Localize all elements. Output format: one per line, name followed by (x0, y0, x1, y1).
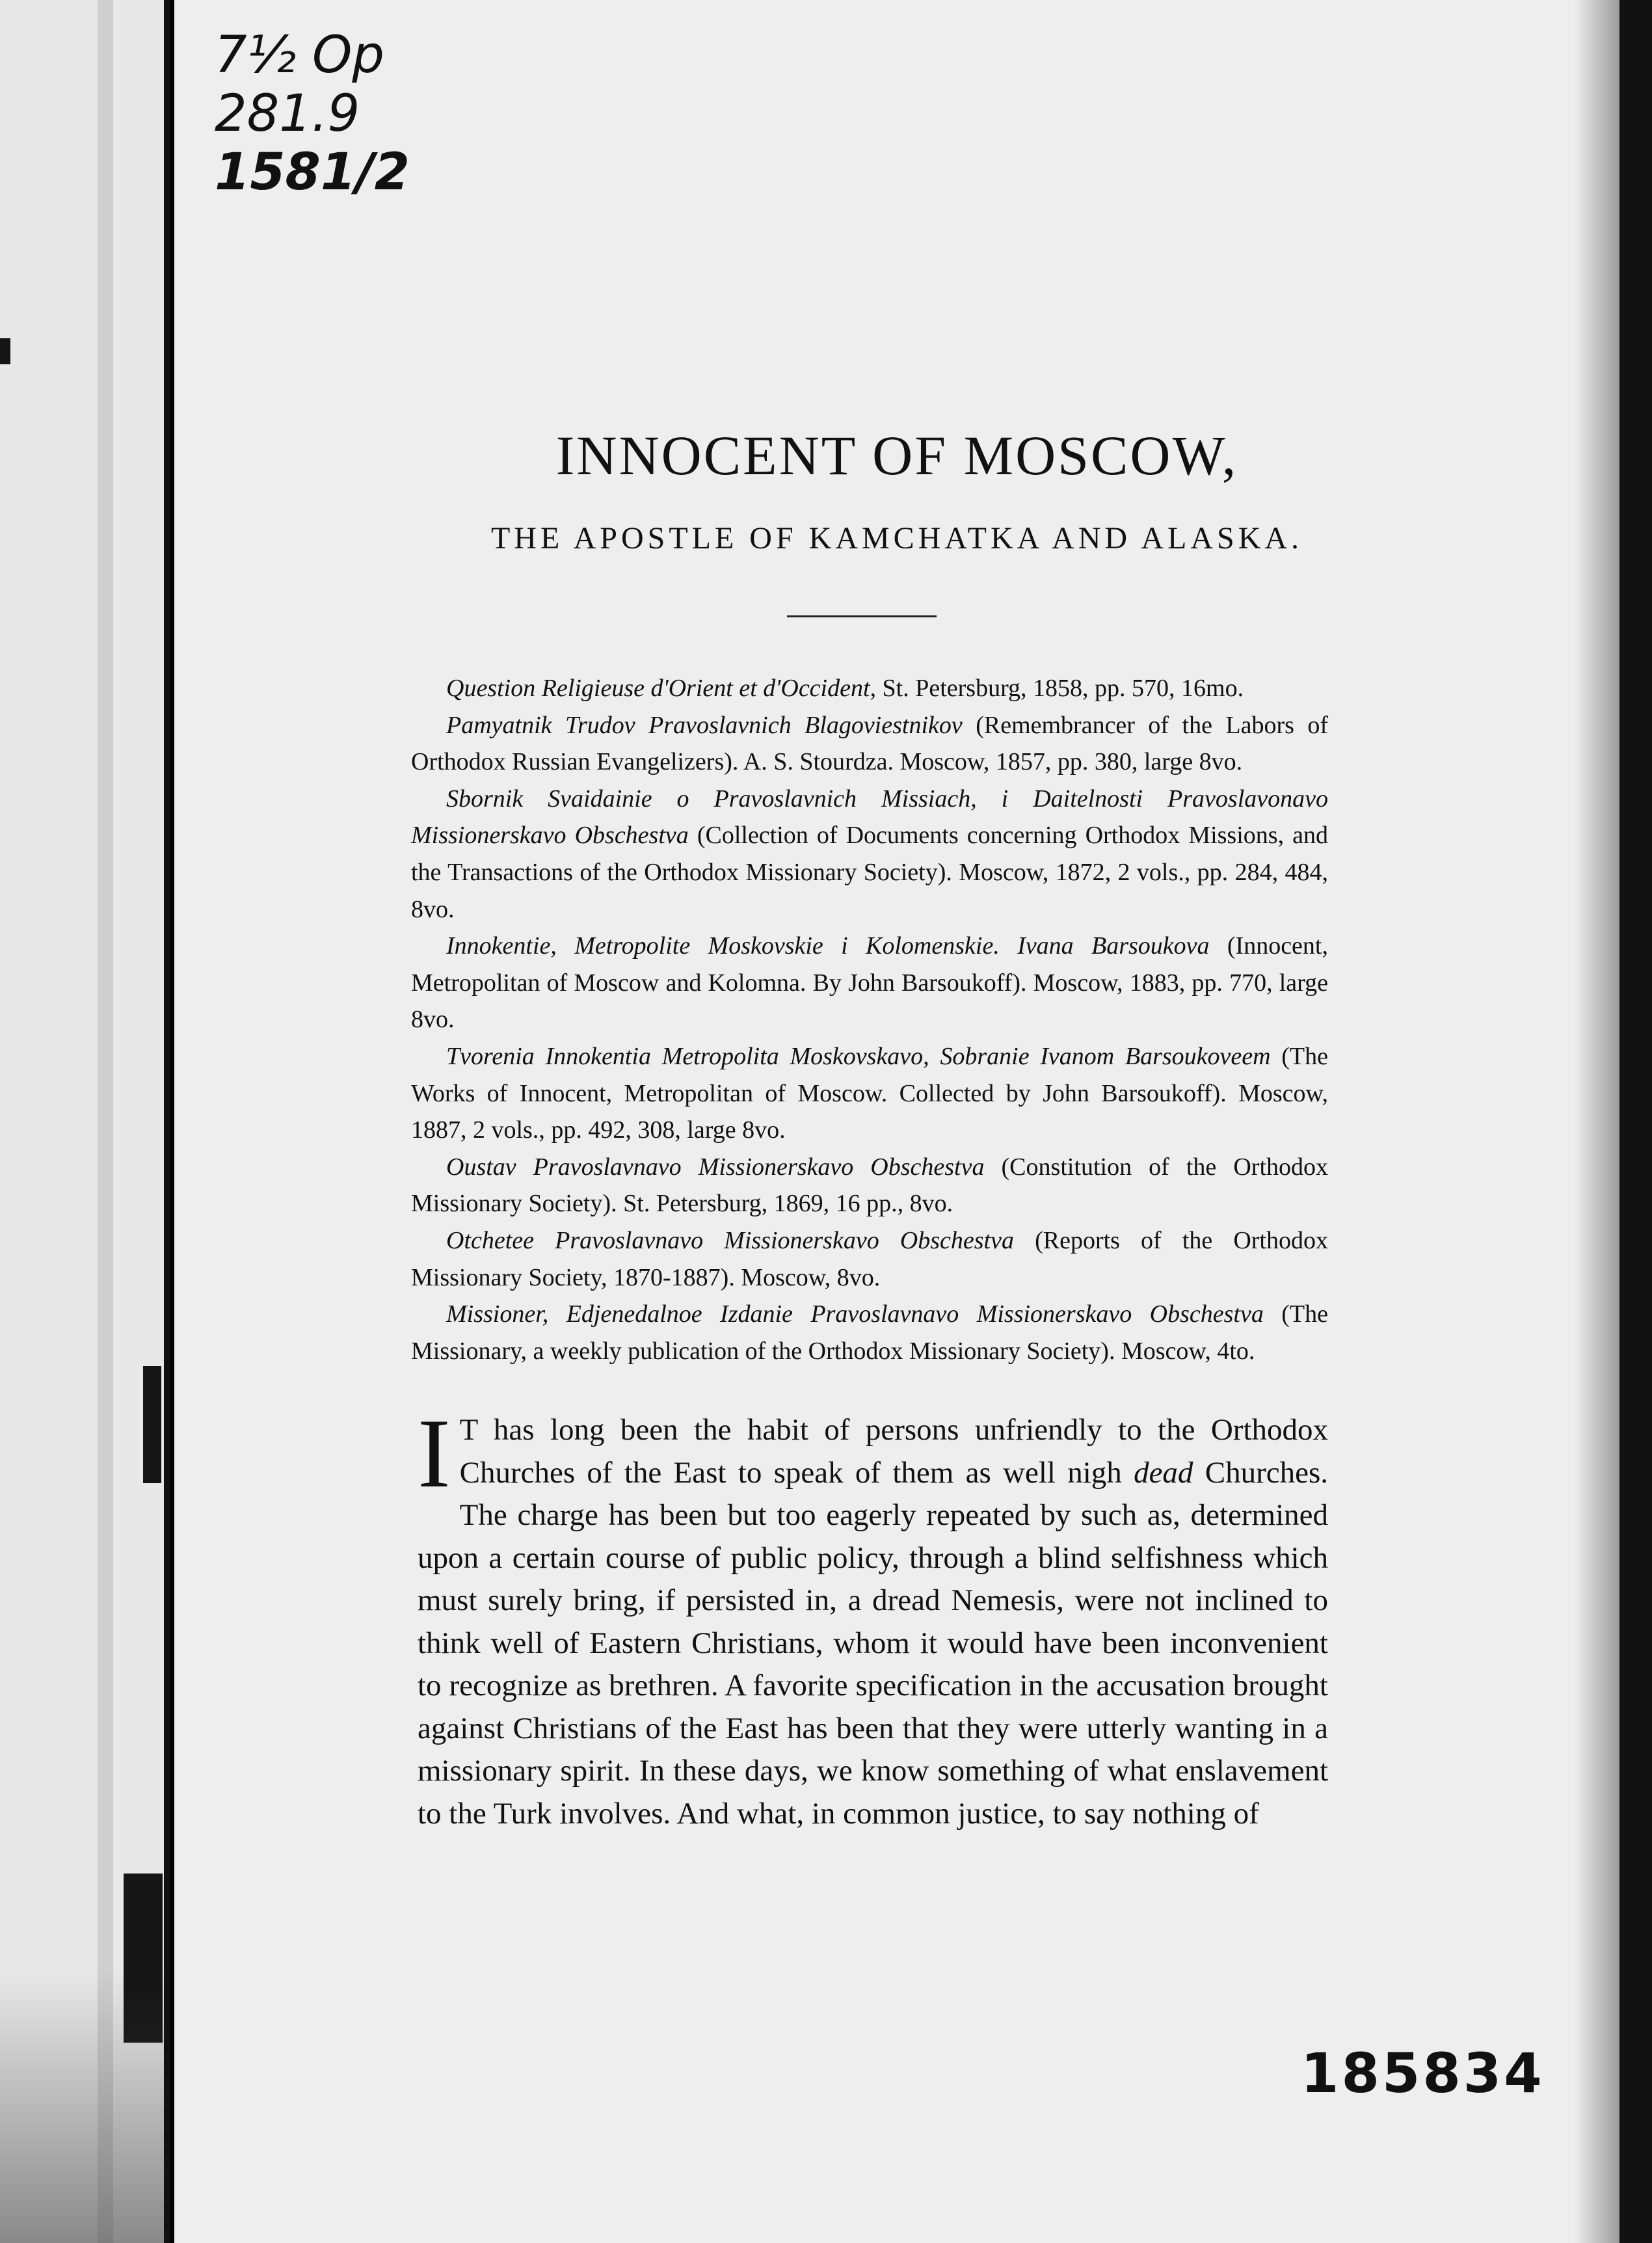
edge-stain (143, 1366, 161, 1483)
bibliography-entry (411, 1296, 1328, 1369)
entry-title: Innokentie, Metropolite Moskovskie i Kolomenskie. Ivana Barsoukova (446, 932, 1210, 960)
opening-paragraph (418, 1399, 1328, 1835)
edge-stain (0, 338, 10, 364)
page-edge-strip (98, 0, 113, 2243)
bibliography-entry (411, 707, 1328, 781)
paragraph-text: T has long been the habit of persons unfriendly to the Orthodox Churches of the East to speak of them as well nigh (459, 1413, 1328, 1490)
handwritten-line: 1581/2 (215, 143, 410, 202)
entry-details: (Collection of Documents concerning Orthodox Missions, and the Transactions of the Orthodox Missionary Society). Moscow, 1872, 2 vols., pp. 284, 484, 8vo. (411, 822, 1328, 923)
paragraph-text: Churches. The charge has been but too eagerly repeated by such as, determined upon a certain course of public policy, through a blind selfishness which must surely bring, if persisted in, a dread Nemesis, were not inclined to think well of Eastern Christians, whom it would have been inconvenient to recognize as brethren. A favorite specification in the accusation brought against Christians of the East has been that they were utterly wanting in a missionary spirit. In these days, we know something of what enslavement to the Turk involves. And what, in common justice, to say nothing of (418, 1455, 1328, 1831)
entry-title: Tvorenia Innokentia Metropolita Moskovskavo, Sobranie Ivanom Barsoukoveem (446, 1042, 1271, 1070)
entry-details: (Constitution of the Orthodox Missionary Society). St. Petersburg, 1869, 16 pp., 8vo. (411, 1153, 1329, 1218)
page-subtitle: THE APOSTLE OF KAMCHATKA AND ALASKA. (490, 521, 1303, 556)
bibliography-entry (411, 670, 1328, 707)
entry-details: (Reports of the Orthodox Missionary Society, 1870-1887). Moscow, 8vo. (411, 1226, 1328, 1291)
entry-title: Otchetee Pravoslavnavo Missionerskavo Obschestva (446, 1226, 1014, 1254)
bibliography-entry (411, 1222, 1328, 1296)
page-title: INNOCENT OF MOSCOW, (555, 424, 1238, 487)
entry-title: Question Religieuse d'Orient et d'Occident, (446, 675, 877, 702)
bibliography (411, 670, 1328, 1369)
entry-title: Missioner, Edjenedalnoe Izdanie Pravoslavnavo Missionerskavo Obschestva (446, 1300, 1264, 1328)
entry-details: (Innocent, Metropolitan of Moscow and Kolomna. By John Barsoukoff). Moscow, 1883, pp. 770, large 8vo. (411, 932, 1328, 1034)
title-divider (787, 615, 937, 617)
scan-border (1619, 0, 1652, 2243)
bibliography-entry (411, 1038, 1328, 1149)
emphasis-text: dead (1134, 1455, 1193, 1490)
entry-title: Oustav Pravoslavnavo Missionerskavo Obschestva (446, 1153, 985, 1181)
handwritten-line: 281.9 (215, 85, 360, 143)
bibliography-entry (411, 1149, 1328, 1222)
entry-details: (The Works of Innocent, Metropolitan of Moscow. Collected by John Barsoukoff). Moscow, 1887, 2 vols., pp. 492, 308, large 8vo. (411, 1042, 1329, 1144)
accession-stamp: 185834 (1301, 2041, 1545, 2105)
entry-details: (Remembrancer of the Labors of Orthodox Russian Evangelizers). A. S. Stourdza. Moscow, 1857, pp. 380, large 8vo. (411, 711, 1329, 776)
article-body (418, 1399, 1328, 1835)
entry-details: (The Missionary, a weekly publication of the Orthodox Missionary Society). Moscow, 4to. (411, 1300, 1328, 1365)
bibliography-entry (411, 928, 1328, 1038)
entry-title: Pamyatnik Trudov Pravoslavnich Blagoviestnikov (446, 711, 963, 739)
bibliography-entry (411, 781, 1328, 928)
entry-details: St. Petersburg, 1858, pp. 570, 16mo. (876, 675, 1244, 702)
page-edge-shadow (0, 1970, 164, 2243)
page-right-shadow (1574, 0, 1619, 2243)
previous-page-edge (0, 0, 170, 2243)
handwritten-line: 7½ Op (215, 26, 384, 85)
handwritten-call-number (215, 26, 449, 202)
drop-cap: I (418, 1399, 451, 1508)
entry-title: Sbornik Svaidainie o Pravoslavnich Missiach, i Daitelnosti Pravoslavonavo Missionerskavo Obschestva (411, 785, 1328, 850)
